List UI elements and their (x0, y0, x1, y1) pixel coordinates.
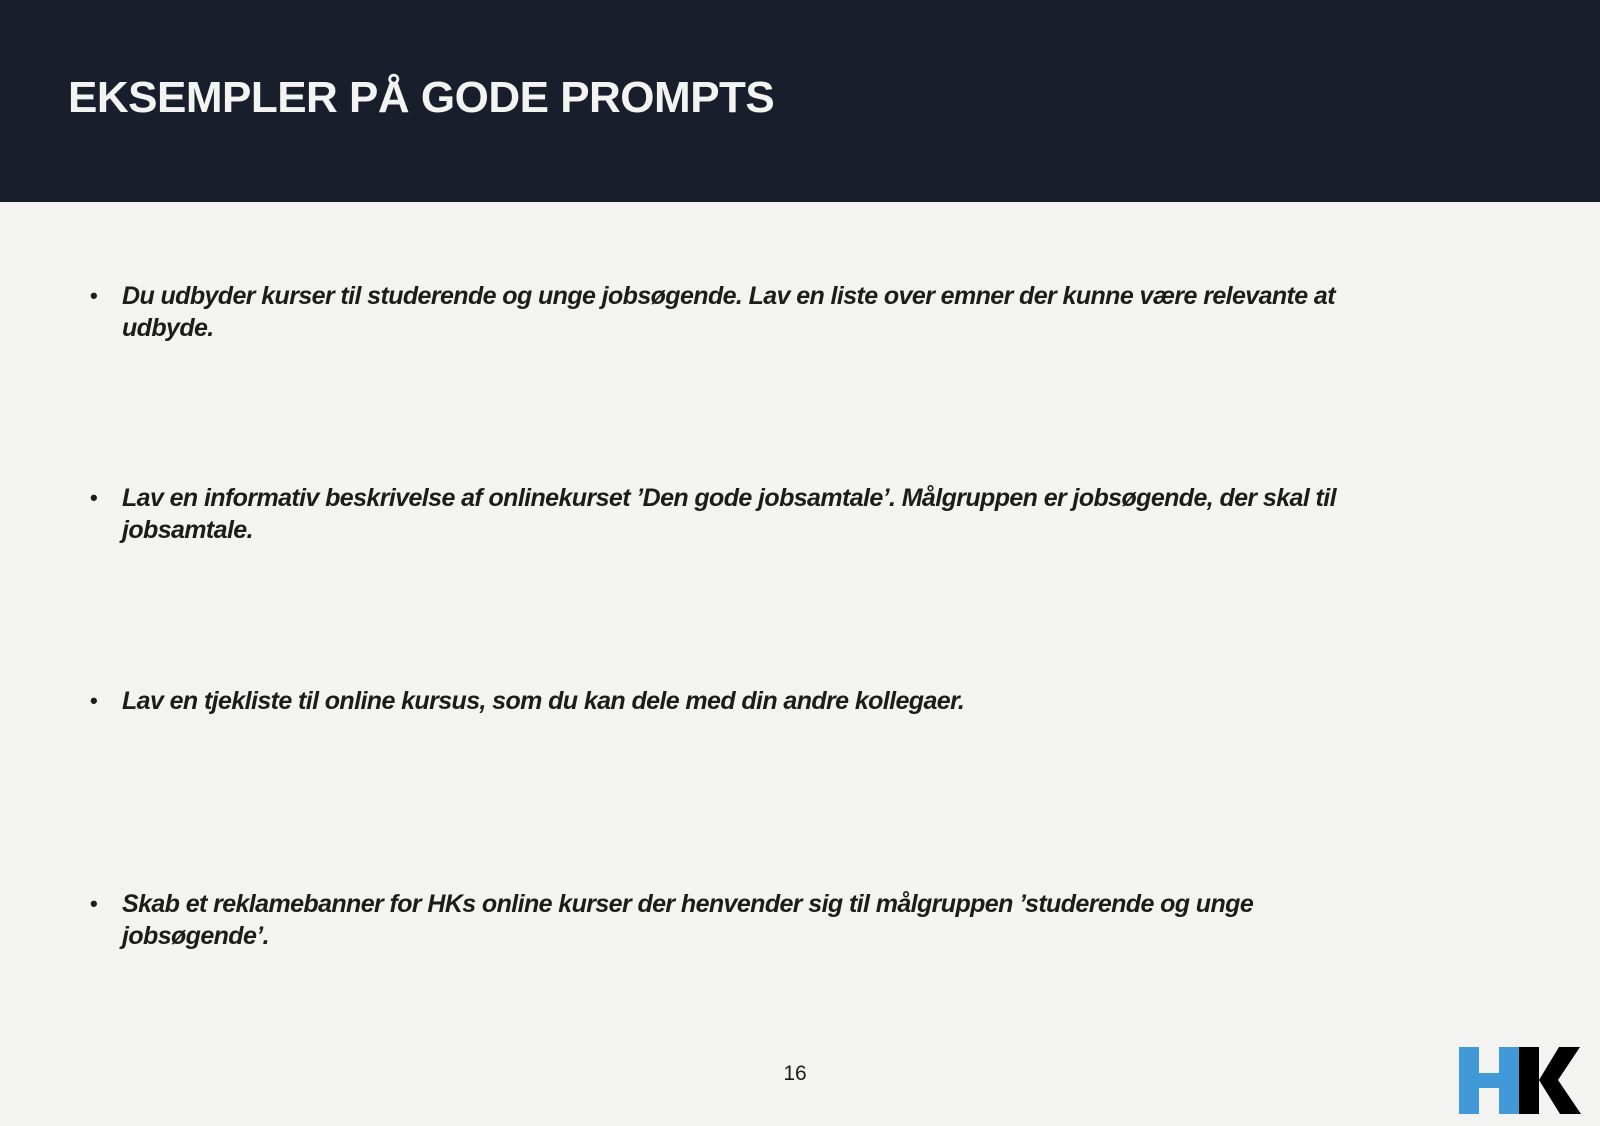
list-item-text: Skab et reklamebanner for HKs online kurser der henvender sig til målgruppen ’studerende og unge jobsøgende’. (122, 890, 1254, 950)
bullet-icon: • (90, 485, 98, 510)
page-number: 16 (783, 1062, 807, 1085)
list-item (90, 482, 1350, 546)
bullet-icon: • (90, 283, 98, 308)
title-banner (0, 0, 1600, 202)
slide-title: EKSEMPLER PÅ GODE PROMPTS (68, 73, 775, 122)
bullet-icon: • (90, 891, 98, 916)
bullet-icon: • (90, 688, 98, 713)
list-item-text: Du udbyder kurser til studerende og unge jobsøgende. Lav en liste over emner der kunne være relevante at udbyde. (122, 282, 1335, 342)
list-item (90, 685, 1350, 717)
list-item (90, 888, 1350, 952)
hk-logo-icon (1459, 1047, 1581, 1114)
list-item (90, 280, 1350, 344)
list-item-text: Lav en informativ beskrivelse af onlinekurset ’Den gode jobsamtale’. Målgruppen er jobsøgende, der skal til jobsamtale. (122, 484, 1336, 544)
list-item-text: Lav en tjekliste til online kursus, som du kan dele med din andre kollegaer. (122, 687, 965, 715)
